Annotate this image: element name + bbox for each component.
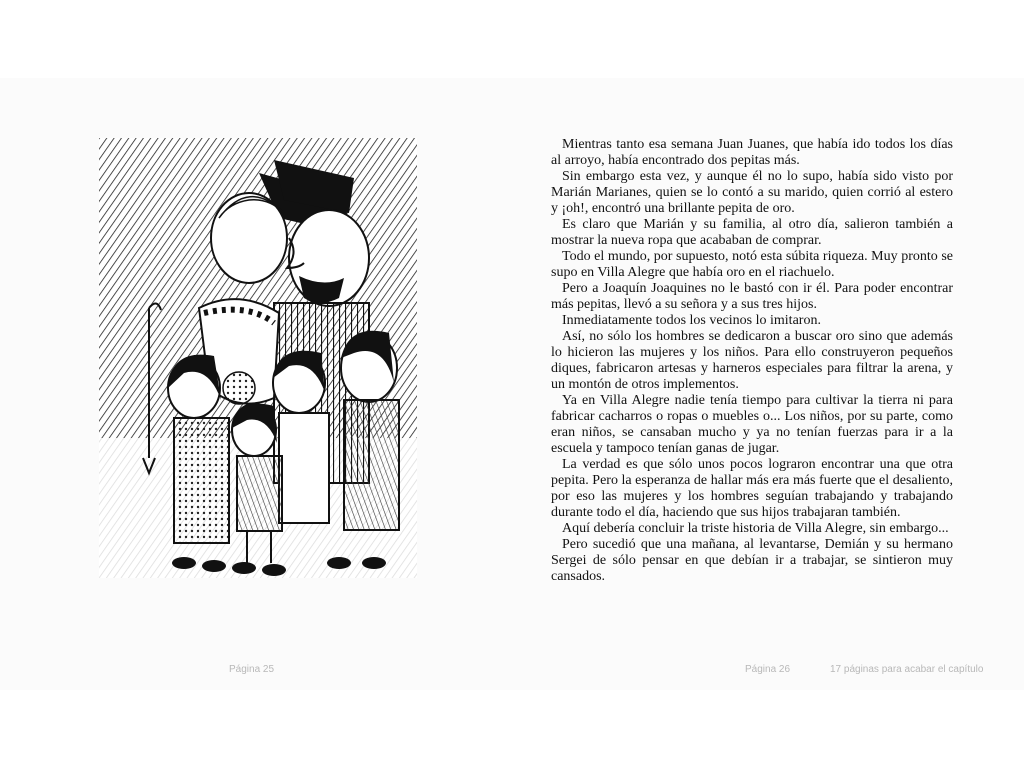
paragraph: Pero sucedió que una mañana, al levantarse, Demián y su hermano Sergei de sólo pensar en que debían ir a trabajar, se sintieron muy cansados. xyxy=(551,537,953,584)
pages-remaining-label: 17 páginas para acabar el capítulo xyxy=(830,664,984,675)
paragraph: Inmediatamente todos los vecinos lo imitaron. xyxy=(562,313,821,328)
paragraph: Pero a Joaquín Joaquines no le bastó con ir él. Para poder encontrar más pepitas, llevó a su señora y a sus tres hijos. xyxy=(551,281,953,312)
page-text xyxy=(551,137,953,585)
right-page[interactable] xyxy=(512,78,1024,690)
paragraph: Es claro que Marián y su familia, al otro día, salieron también a mostrar la nueva ropa que acababan de comprar. xyxy=(551,217,953,248)
book-spread xyxy=(0,78,1024,690)
paragraph: Ya en Villa Alegre nadie tenía tiempo para cultivar la tierra ni para fabricar cacharros o ropas o muebles o... Los niños, por su parte, como eran niños, se cansaban mucho y ya no tenían fuerzas para ir a la escuela y tampoco tenían ganas de jugar. xyxy=(551,393,953,456)
left-page[interactable] xyxy=(0,78,512,690)
paragraph: Aquí debería concluir la triste historia de Villa Alegre, sin embargo... xyxy=(562,521,949,536)
paragraph: Así, no sólo los hombres se dedicaron a buscar oro sino que además lo hicieron las mujeres y los niños. Para ello construyeron pequeños diques, fabricaron artesas y harneros especiales para filtrar la arena, y un montón de otros implementos. xyxy=(551,329,953,392)
paragraph: La verdad es que sólo unos pocos lograron encontrar una que otra pepita. Pero la esperanza de hallar más era más fuerte que el desaliento, por eso las mujeres y los hombres seguían trabajando y trabajando durante todo el día, haciendo que sus hijos trabajaran también. xyxy=(551,457,953,520)
paragraph: Sin embargo esta vez, y aunque él no lo supo, había sido visto por Marián Marianes, quien se lo contó a su marido, quien corrió al estero y ¡oh!, encontró una brillante pepita de oro. xyxy=(551,169,953,216)
left-page-number: Página 25 xyxy=(229,664,275,675)
paragraph: Mientras tanto esa semana Juan Juanes, que había ido todos los días al arroyo, había encontrado dos pepitas más. xyxy=(551,137,953,168)
paragraph: Todo el mundo, por supuesto, notó esta súbita riqueza. Muy pronto se supo en Villa Alegre que había oro en el riachuelo. xyxy=(551,249,953,280)
right-page-number: Página 26 xyxy=(745,664,791,675)
family-illustration xyxy=(99,138,417,578)
